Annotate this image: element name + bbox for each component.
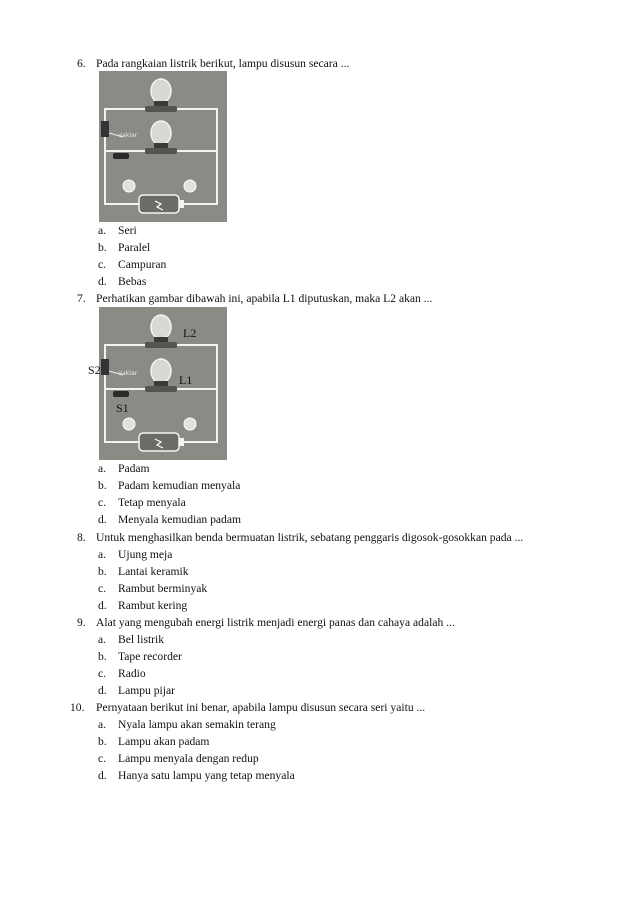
question-number: 8. bbox=[77, 531, 86, 544]
question-9 bbox=[77, 616, 455, 629]
label-s1: S1 bbox=[116, 401, 129, 415]
option-letter: b. bbox=[98, 241, 107, 254]
option-text: Campuran bbox=[118, 258, 167, 271]
option-text: Tetap menyala bbox=[118, 496, 186, 509]
option-text: Lampu akan padam bbox=[118, 735, 210, 748]
option-letter: a. bbox=[98, 548, 107, 561]
option-text: Padam kemudian menyala bbox=[118, 479, 241, 492]
question-10-option-b[interactable] bbox=[98, 735, 209, 748]
question-9-option-b[interactable] bbox=[98, 650, 182, 663]
option-text: Tape recorder bbox=[118, 650, 182, 663]
question-10-option-a[interactable] bbox=[98, 718, 276, 731]
question-8-option-c[interactable] bbox=[98, 582, 207, 595]
option-letter: a. bbox=[98, 633, 107, 646]
question-8-option-a[interactable] bbox=[98, 548, 172, 561]
question-8-option-d[interactable] bbox=[98, 599, 187, 612]
question-6-option-a[interactable] bbox=[98, 224, 137, 237]
question-7 bbox=[77, 292, 432, 305]
question-number: 6. bbox=[77, 57, 86, 70]
question-10-option-c[interactable] bbox=[98, 752, 259, 765]
option-letter: d. bbox=[98, 513, 107, 526]
question-7-option-b[interactable] bbox=[98, 479, 240, 492]
option-text: Lampu pijar bbox=[118, 684, 175, 697]
option-letter: c. bbox=[98, 667, 107, 680]
option-letter: c. bbox=[98, 752, 107, 765]
switch-label: saklar bbox=[119, 132, 138, 139]
question-8-option-b[interactable] bbox=[98, 565, 189, 578]
option-letter: d. bbox=[98, 684, 107, 697]
question-6 bbox=[77, 57, 349, 70]
option-text: Rambut kering bbox=[118, 599, 188, 612]
option-text: Seri bbox=[118, 224, 137, 237]
option-text: Padam bbox=[118, 462, 150, 475]
option-text: Lantai keramik bbox=[118, 565, 189, 578]
option-text: Nyala lampu akan semakin terang bbox=[118, 718, 276, 731]
label-s2: S2 bbox=[88, 363, 101, 377]
option-text: Bebas bbox=[118, 275, 147, 288]
option-text: Menyala kemudian padam bbox=[118, 513, 241, 526]
circuit-figure-6 bbox=[99, 71, 227, 222]
question-10 bbox=[70, 701, 426, 714]
question-8 bbox=[77, 531, 523, 544]
question-text: Pernyataan berikut ini benar, apabila lampu disusun secara seri yaitu ... bbox=[96, 701, 426, 714]
option-letter: d. bbox=[98, 275, 107, 288]
option-letter: b. bbox=[98, 565, 107, 578]
option-letter: c. bbox=[98, 582, 107, 595]
question-text: Alat yang mengubah energi listrik menjadi energi panas dan cahaya adalah ... bbox=[96, 616, 455, 629]
option-letter: a. bbox=[98, 718, 107, 731]
question-number: 9. bbox=[77, 616, 86, 629]
circuit-figure-7 bbox=[99, 307, 227, 460]
option-letter: a. bbox=[98, 224, 107, 237]
option-text: Lampu menyala dengan redup bbox=[118, 752, 259, 765]
question-6-option-c[interactable] bbox=[98, 258, 166, 271]
question-text: Untuk menghasilkan benda bermuatan listrik, sebatang penggaris digosok-gosokkan pada ... bbox=[96, 531, 524, 544]
option-letter: b. bbox=[98, 735, 107, 748]
option-text: Paralel bbox=[118, 241, 151, 254]
question-number: 7. bbox=[77, 292, 86, 305]
option-text: Rambut berminyak bbox=[118, 582, 208, 595]
option-letter: a. bbox=[98, 462, 107, 475]
question-7-option-a[interactable] bbox=[98, 462, 150, 475]
question-text: Perhatikan gambar dibawah ini, apabila L1 diputuskan, maka L2 akan ... bbox=[96, 292, 433, 305]
option-letter: b. bbox=[98, 650, 107, 663]
question-text: Pada rangkaian listrik berikut, lampu disusun secara ... bbox=[96, 57, 350, 70]
question-6-option-d[interactable] bbox=[98, 275, 146, 288]
option-text: Bel listrik bbox=[118, 633, 165, 646]
option-letter: c. bbox=[98, 258, 107, 271]
question-6-option-b[interactable] bbox=[98, 241, 150, 254]
question-9-option-d[interactable] bbox=[98, 684, 175, 697]
option-text: Ujung meja bbox=[118, 548, 173, 561]
option-letter: d. bbox=[98, 769, 107, 782]
question-7-option-d[interactable] bbox=[98, 513, 241, 526]
option-text: Hanya satu lampu yang tetap menyala bbox=[118, 769, 295, 782]
question-10-option-d[interactable] bbox=[98, 769, 295, 782]
option-letter: c. bbox=[98, 496, 107, 509]
question-7-option-c[interactable] bbox=[98, 496, 186, 509]
question-9-option-a[interactable] bbox=[98, 633, 164, 646]
label-l2: L2 bbox=[183, 326, 197, 340]
option-letter: b. bbox=[98, 479, 107, 492]
option-letter: d. bbox=[98, 599, 107, 612]
switch-label: saklar bbox=[119, 370, 138, 377]
option-text: Radio bbox=[118, 667, 146, 680]
label-l1: L1 bbox=[179, 373, 193, 387]
question-number: 10. bbox=[70, 701, 85, 714]
question-9-option-c[interactable] bbox=[98, 667, 146, 680]
